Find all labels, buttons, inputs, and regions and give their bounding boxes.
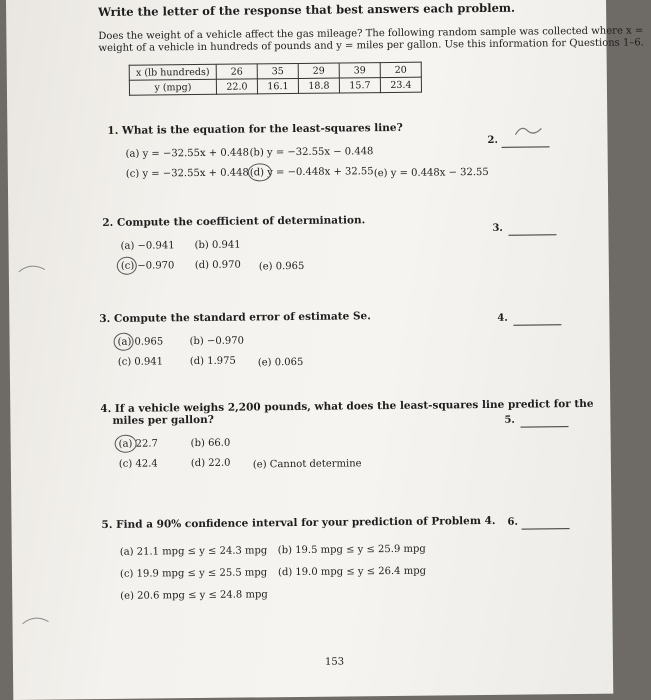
question-4-text-line1: 4. If a vehicle weighs 2,200 pounds, what does the least-squares line predict for the [100,397,594,416]
intro-text-line2: weight of a vehicle in hundreds of pounds and y = miles per gallon. Use this information for Questions 1–6. [98,37,644,55]
answer-circle-mark [113,333,133,351]
question-4-option-a[interactable]: (a) 22.7 [118,438,158,450]
answer-blank-4[interactable] [513,324,561,326]
question-1-option-d[interactable]: (d) y = −0.448x + 32.55 [249,166,374,179]
question-1-option-b[interactable]: (b) y = −32.55x − 0.448 [249,146,374,159]
worksheet-page [6,0,644,700]
question-2-option-b[interactable]: (b) 0.941 [194,239,241,252]
page-number: 153 [324,656,345,668]
table-cell: 22.0 [216,79,257,94]
question-3-option-b[interactable]: (b) −0.970 [189,335,245,348]
table-header-x: x (lb hundreds) [129,64,216,80]
question-2-option-e[interactable]: (e) 0.965 [258,260,305,273]
answer-label-4: 4. [497,312,508,324]
question-3-option-e[interactable]: (e) 0.065 [257,356,304,369]
table-cell: 29 [298,63,339,78]
intro-text-line1: Does the weight of a vehicle affect the gas mileage? The following random sample was collected where x = [98,25,644,43]
margin-pencil-mark [17,262,47,274]
question-4-option-b[interactable]: (b) 66.0 [190,437,231,450]
question-1-option-c[interactable]: (c) y = −32.55x + 0.448 [125,167,249,180]
table-row-y [129,77,421,95]
answer-circle-mark [115,435,137,453]
question-3-option-c[interactable]: (c) 0.941 [117,356,164,368]
question-2-text: 2. Compute the coefficient of determination. [102,214,366,230]
answer-blank-6[interactable] [522,528,570,530]
answer-label-3: 3. [492,222,503,234]
question-3-text: 3. Compute the standard error of estimate Se. [99,310,371,326]
question-4-option-c[interactable]: (c) 42.4 [118,458,158,470]
question-4-option-e[interactable]: (e) Cannot determine [252,458,362,471]
table-cell: 15.7 [339,78,380,93]
answer-blank-5[interactable] [520,426,568,428]
question-4-text-line2: miles per gallon? [112,413,214,427]
answer-label-5: 5. [504,414,515,426]
instructions-title: Write the letter of the response that best answers each problem. [98,0,516,20]
margin-pencil-mark [20,614,50,626]
question-5-option-c[interactable]: (c) 19.9 mpg ≤ y ≤ 25.5 mpg [119,567,268,580]
answer-circle-mark [117,257,137,275]
table-cell: 35 [257,63,298,78]
table-cell: 18.8 [298,78,339,93]
table-cell: 39 [339,63,380,78]
table-cell: 23.4 [380,77,421,92]
data-table [129,62,422,96]
answer-blank-3[interactable] [508,234,556,236]
table-cell: 26 [216,64,257,79]
answer-label-2: 2. [487,134,499,146]
question-3-option-d[interactable]: (d) 1.975 [189,355,236,368]
question-4-option-d[interactable]: (d) 22.0 [190,457,231,470]
question-3-option-a[interactable]: (a) 0.965 [117,336,164,348]
table-header-y: y (mpg) [129,79,216,95]
pencil-scribble-mark [511,120,545,144]
question-5-option-e[interactable]: (e) 20.6 mpg ≤ y ≤ 24.8 mpg [120,589,268,602]
question-5-option-d[interactable]: (d) 19.0 mpg ≤ y ≤ 26.4 mpg [277,565,427,579]
question-5-option-a[interactable]: (a) 21.1 mpg ≤ y ≤ 24.3 mpg [119,545,268,558]
question-1-option-e[interactable]: (e) y = 0.448x − 32.55 [373,166,489,180]
question-1-option-a[interactable]: (a) y = −32.55x + 0.448 [125,147,250,160]
answer-circle-mark [248,163,272,181]
question-2-option-c[interactable]: (c) −0.970 [120,260,175,272]
question-1-text: 1. What is the equation for the least-squares line? [107,121,403,137]
question-2-option-d[interactable]: (d) 0.970 [194,259,241,272]
question-5-option-b[interactable]: (b) 19.5 mpg ≤ y ≤ 25.9 mpg [277,543,426,557]
table-cell: 20 [380,62,421,77]
answer-blank-2[interactable] [502,146,550,148]
table-cell: 16.1 [257,78,298,93]
question-5-text: 5. Find a 90% confidence interval for your prediction of Problem 4. [101,514,496,532]
answer-label-6: 6. [507,516,519,528]
question-2-option-a[interactable]: (a) −0.941 [120,240,175,252]
